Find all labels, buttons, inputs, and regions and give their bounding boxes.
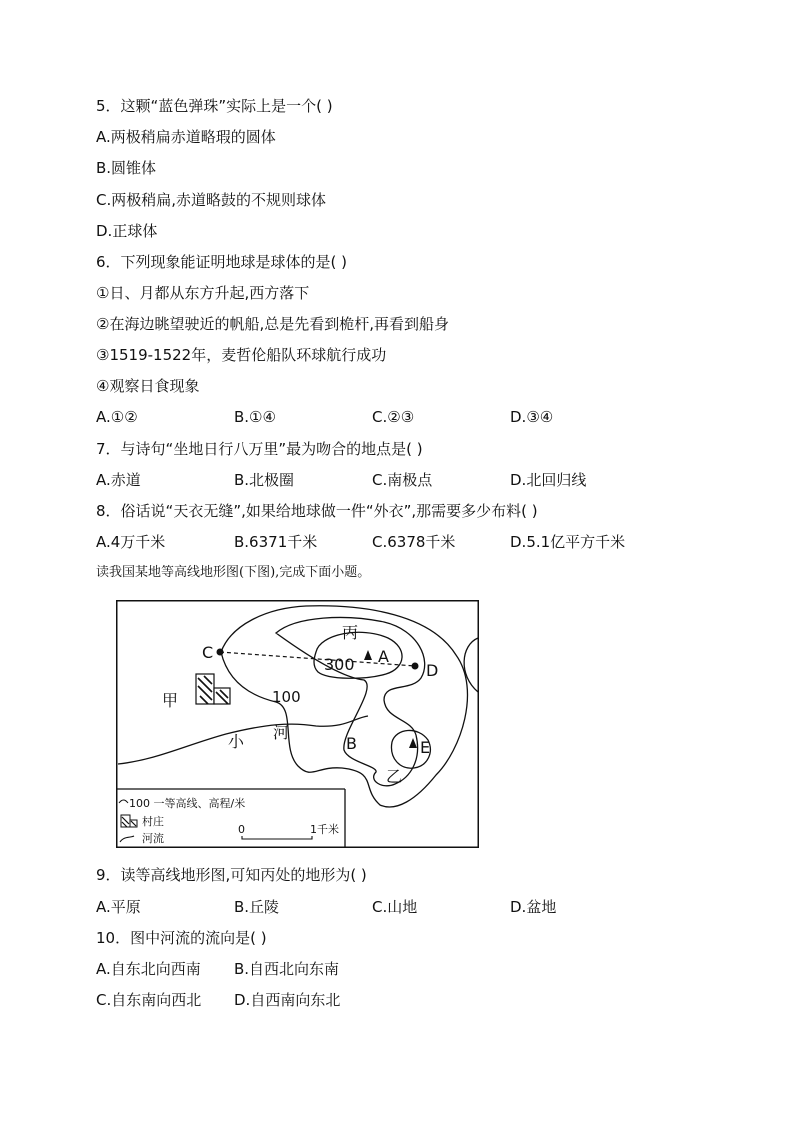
q6-option-d: D.③④	[510, 408, 554, 426]
label-river-he: 河	[273, 723, 290, 742]
q5-option-c: C.两极稍扁,赤道略鼓的不规则球体	[96, 191, 327, 209]
q9-option-c: C.山地	[372, 898, 418, 916]
label-a: A	[378, 647, 389, 666]
contour-map	[116, 600, 479, 848]
label-jia: 甲	[162, 691, 179, 710]
q5-option-d: D.正球体	[96, 222, 158, 240]
q6-option-a: A.①②	[96, 408, 138, 426]
q7-option-b: B.北极圈	[234, 471, 295, 489]
q9-option-d: D.盆地	[510, 898, 557, 916]
q9-option-a: A.平原	[96, 898, 141, 916]
label-bing: 丙	[342, 623, 359, 642]
q8-option-d: D.5.1亿平方千米	[510, 533, 626, 551]
label-d: D	[426, 661, 439, 680]
q6-stem: 6．下列现象能证明地球是球体的是( )	[96, 253, 348, 271]
q5-stem: 5．这颗“蓝色弹珠”实际上是一个( )	[96, 97, 333, 115]
q9-stem: 9．读等高线地形图,可知丙处的地形为( )	[96, 866, 367, 884]
legend-village: 村庄	[142, 815, 164, 828]
legend-river: 河流	[142, 832, 164, 845]
q10-option-a: A.自东北向西南	[96, 960, 201, 978]
q10-option-b: B.自西北向东南	[234, 960, 340, 978]
label-yi: 乙	[386, 767, 403, 786]
q7-option-a: A.赤道	[96, 471, 141, 489]
q8-option-a: A.4万千米	[96, 533, 166, 551]
label-b: B	[346, 734, 357, 753]
label-river-xiao: 小	[228, 732, 245, 751]
map-intro-text: 读我国某地等高线地形图(下图),完成下面小题。	[96, 565, 371, 580]
legend-scale-zero: 0	[238, 823, 245, 836]
label-contour-300: 300	[324, 655, 355, 674]
q6-statement-4: ④观察日食现象	[96, 377, 200, 395]
q6-statement-3: ③1519-1522年，麦哲伦船队环球航行成功	[96, 346, 387, 364]
legend-scale-end: 1千米	[310, 823, 339, 836]
q10-stem: 10．图中河流的流向是( )	[96, 929, 267, 947]
label-contour-100: 100	[272, 688, 301, 706]
label-e: E	[420, 738, 431, 757]
point-d	[412, 663, 419, 670]
point-c	[217, 649, 224, 656]
q6-statement-1: ①日、月都从东方升起,西方落下	[96, 284, 310, 302]
q8-stem: 8．俗话说“天衣无缝”,如果给地球做一件“外衣”,那需要多少布料( )	[96, 502, 538, 520]
q9-option-b: B.丘陵	[234, 898, 280, 916]
q10-option-d: D.自西南向东北	[234, 991, 341, 1009]
q5-option-b: B.圆锥体	[96, 159, 157, 177]
q6-statement-2: ②在海边眺望驶近的帆船,总是先看到桅杆,再看到船身	[96, 315, 449, 333]
q8-option-b: B.6371千米	[234, 533, 318, 551]
q7-stem: 7．与诗句“坐地日行八万里”最为吻合的地点是( )	[96, 440, 423, 458]
label-c: C	[202, 643, 214, 662]
legend-contour: 100 一等高线、高程/米	[129, 797, 246, 810]
q6-option-b: B.①④	[234, 408, 276, 426]
q7-option-d: D.北回归线	[510, 471, 587, 489]
q8-option-c: C.6378千米	[372, 533, 456, 551]
q5-option-a: A.两极稍扁赤道略瑕的圆体	[96, 128, 276, 146]
q10-option-c: C.自东南向西北	[96, 991, 202, 1009]
q6-option-c: C.②③	[372, 408, 415, 426]
q7-option-c: C.南极点	[372, 471, 433, 489]
